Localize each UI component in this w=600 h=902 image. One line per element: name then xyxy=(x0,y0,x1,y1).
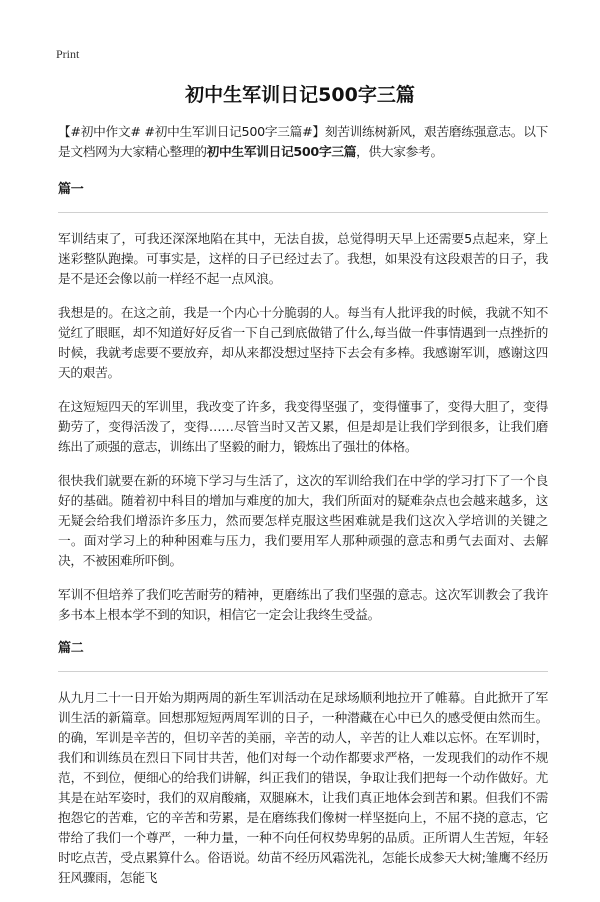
article-body xyxy=(58,122,548,902)
section1-paragraph: 在这短短四天的军训里，我改变了许多，我变得坚强了，变得懂事了，变得大胆了，变得勤劳了，变得活泼了，变得……尽管当时又苦又累，但是却是让我们学到很多，让我们磨练出了顽强的意志，训练出了坚毅的耐力，锻炼出了强壮的体格。 xyxy=(58,399,548,454)
section-divider-1 xyxy=(58,212,548,213)
section-divider-2 xyxy=(58,671,548,672)
intro-paragraph xyxy=(58,122,548,162)
intro-lead: 刻苦训练树新风，艰苦磨练强意志。以下是文档网为大家精心整理的 xyxy=(58,124,548,159)
intro-tags: 【#初中作文# #初中生军训日记500字三篇#】 xyxy=(58,124,325,139)
section2-paragraph: 从九月二十一日开始为期两周的新生军训活动在足球场顺利地拉开了帷幕。自此掀开了军训生活的新篇章。回想那短短两周军训的日子，一种潜藏在心中已久的感受便由然而生。的确，军训是辛苦的，但切辛苦的美丽，辛苦的动人，辛苦的让人难以忘怀。在军训时，我们和训练员在烈日下同甘共苦，他们对每一个动作都要求严格，一发现我们的动作不规范，不到位，便细心的给我们讲解，纠正我们的错误，争取让我们把每一个动作做好。尤其是在站军姿时，我们的双肩酸痛，双腿麻木，让我们真正地体会到苦和累。但我们不需抱怨它的苦难，它的辛苦和劳累，是在磨练我们像树一样坚挺向上，不屈不挠的意志，它带给了我们一个尊严，一种力量，一种不向任何权势卑躬的品质。正所谓人生苦短，年轻时吃点苦，受点累算什么。俗语说。幼苗不经历风霜洗礼，怎能长成参天大树;雏鹰不经历狂风骤雨，怎能飞 xyxy=(58,690,548,885)
intro-tail: ，供大家参考。 xyxy=(356,144,443,159)
section-heading-1: 篇一 xyxy=(58,182,84,197)
intro-highlight: 初中生军训日记500字三篇 xyxy=(206,144,357,159)
page-title: 初中生军训日记500字三篇 xyxy=(185,84,415,106)
section1-paragraph: 军训不但培养了我们吃苦耐劳的精神，更磨练出了我们坚强的意志。这次军训教会了我许多书本上根本学不到的知识，相信它一定会让我终生受益。 xyxy=(58,587,548,622)
section1-paragraph: 很快我们就要在新的环境下学习与生活了，这次的军训给我们在中学的学习打下了一个良好的基础。随着初中科目的增加与难度的加大，我们所面对的疑难杂点也会越来越多，这无疑会给我们增添许多压力，然而要怎样克服这些困难就是我们这次入学培训的关键之一。面对学习上的种种困难与压力，我们要用军人那种顽强的意志和勇气去面对、去解决，不被困难所吓倒。 xyxy=(58,473,548,568)
print-link[interactable]: Print xyxy=(56,47,80,61)
section1-paragraph: 军训结束了，可我还深深地陷在其中，无法自拔，总觉得明天早上还需要5点起来，穿上迷彩整队跑操。可事实是，这样的日子已经过去了。我想，如果没有这段艰苦的日子，我是不是还会像以前一样经不起一点风浪。 xyxy=(58,231,548,286)
section1-paragraph: 我想是的。在这之前，我是一个内心十分脆弱的人。每当有人批评我的时候，我就不知不觉红了眼眶，却不知道好好反省一下自己到底做错了什么,每当做一件事情遇到一点挫折的时候，我就考虑要不要放弃，却从来都没想过坚持下去会有多棒。我感谢军训，感谢这四天的艰苦。 xyxy=(58,305,548,380)
section-heading-2: 篇二 xyxy=(58,641,84,656)
